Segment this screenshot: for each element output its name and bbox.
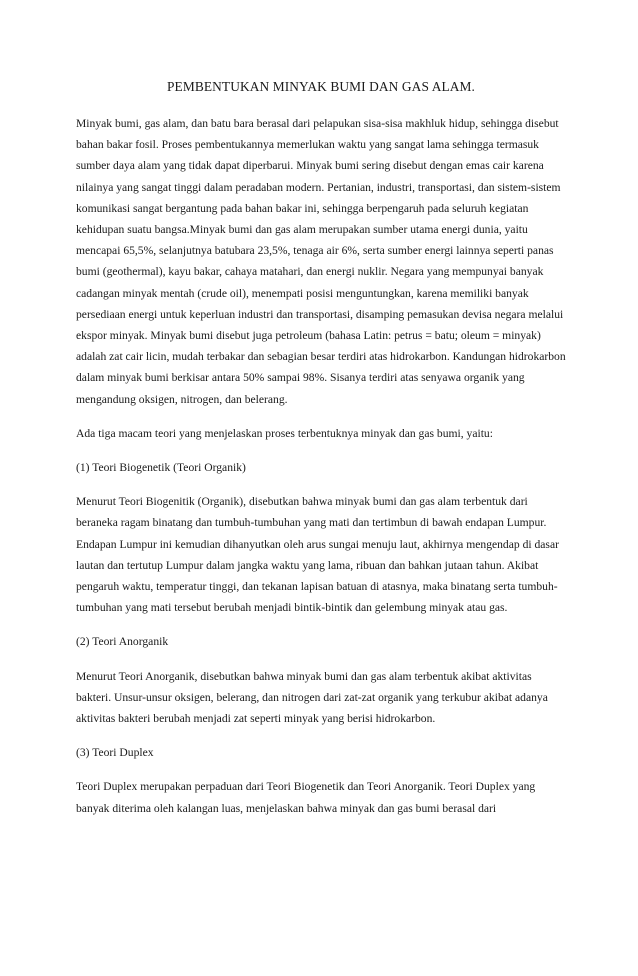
theory3-paragraph: Teori Duplex merupakan perpaduan dari Teori Biogenetik dan Teori Anorganik. Teori Duplex yang banyak diterima oleh kalangan luas, menjelaskan bahwa minyak dan gas bumi berasal dari xyxy=(76,780,536,815)
theories-intro-paragraph: Ada tiga macam teori yang menjelaskan proses terbentuknya minyak dan gas bumi, yaitu: xyxy=(76,426,493,440)
theory2-paragraph: Menurut Teori Anorganik, disebutkan bahwa minyak bumi dan gas alam terbentuk akibat aktivitas bakteri. Unsur-unsur oksigen, belerang, dan nitrogen dari zat-zat organik yang terkubur akibat adanya aktivitas bakteri berubah menjadi zat seperti minyak yang berisi hidrokarbon. xyxy=(76,669,548,726)
theory2-heading: (2) Teori Anorganik xyxy=(76,635,169,649)
theory3-heading: (3) Teori Duplex xyxy=(76,746,154,760)
document-page xyxy=(76,77,566,832)
document-title: PEMBENTUKAN MINYAK BUMI DAN GAS ALAM. xyxy=(167,79,475,94)
theory1-paragraph: Menurut Teori Biogenitik (Organik), disebutkan bahwa minyak bumi dan gas alam terbentuk dari beraneka ragam binatang dan tumbuh-tumbuhan yang mati dan tertimbun di bawah endapan Lumpur. Endapan Lumpur ini kemudian dihanyutkan oleh arus sungai menuju laut, akhirnya mengendap di dasar lautan dan tertutup Lumpur dalam jangka waktu yang lama, ribuan dan bahkan jutaan tahun. Akibat pengaruh waktu, temperatur tinggi, dan tekanan lapisan batuan di atasnya, maka binatang serta tumbuh-tumbuhan yang mati tersebut berubah menjadi bintik-bintik dan gelembung minyak atau gas. xyxy=(76,495,559,615)
intro-paragraph: Minyak bumi, gas alam, dan batu bara berasal dari pelapukan sisa-sisa makhluk hidup, sehingga disebut bahan bakar fosil. Proses pembentukannya memerlukan waktu yang sangat lama sehingga termasuk sumber daya alam yang tidak dapat diperbarui. Minyak bumi sering disebut dengan emas cair karena nilainya yang sangat tinggi dalam peradaban modern. Pertanian, industri, transportasi, dan sistem-sistem komunikasi sangat bergantung pada bahan bakar ini, sehingga berpengaruh pada seluruh kegiatan kehidupan suatu bangsa.Minyak bumi dan gas alam merupakan sumber utama energi dunia, yaitu mencapai 65,5%, selanjutnya batubara 23,5%, tenaga air 6%, serta sumber energi lainnya seperti panas bumi (geothermal), kayu bakar, cahaya matahari, dan energi nuklir. Negara yang mempunyai banyak cadangan minyak mentah (crude oil), menempati posisi menguntungkan, karena memiliki banyak persediaan energi untuk keperluan industri dan transportasi, disamping pemasukan devisa negara melalui ekspor minyak. Minyak bumi disebut juga petroleum (bahasa Latin: petrus = batu; oleum = minyak) adalah zat cair licin, mudah terbakar dan sebagian besar terdiri atas hidrokarbon. Kandungan hidrokarbon dalam minyak bumi berkisar antara 50% sampai 98%. Sisanya terdiri atas senyawa organik yang mengandung oksigen, nitrogen, dan belerang. xyxy=(76,117,566,406)
theory1-heading: (1) Teori Biogenetik (Teori Organik) xyxy=(76,461,246,475)
